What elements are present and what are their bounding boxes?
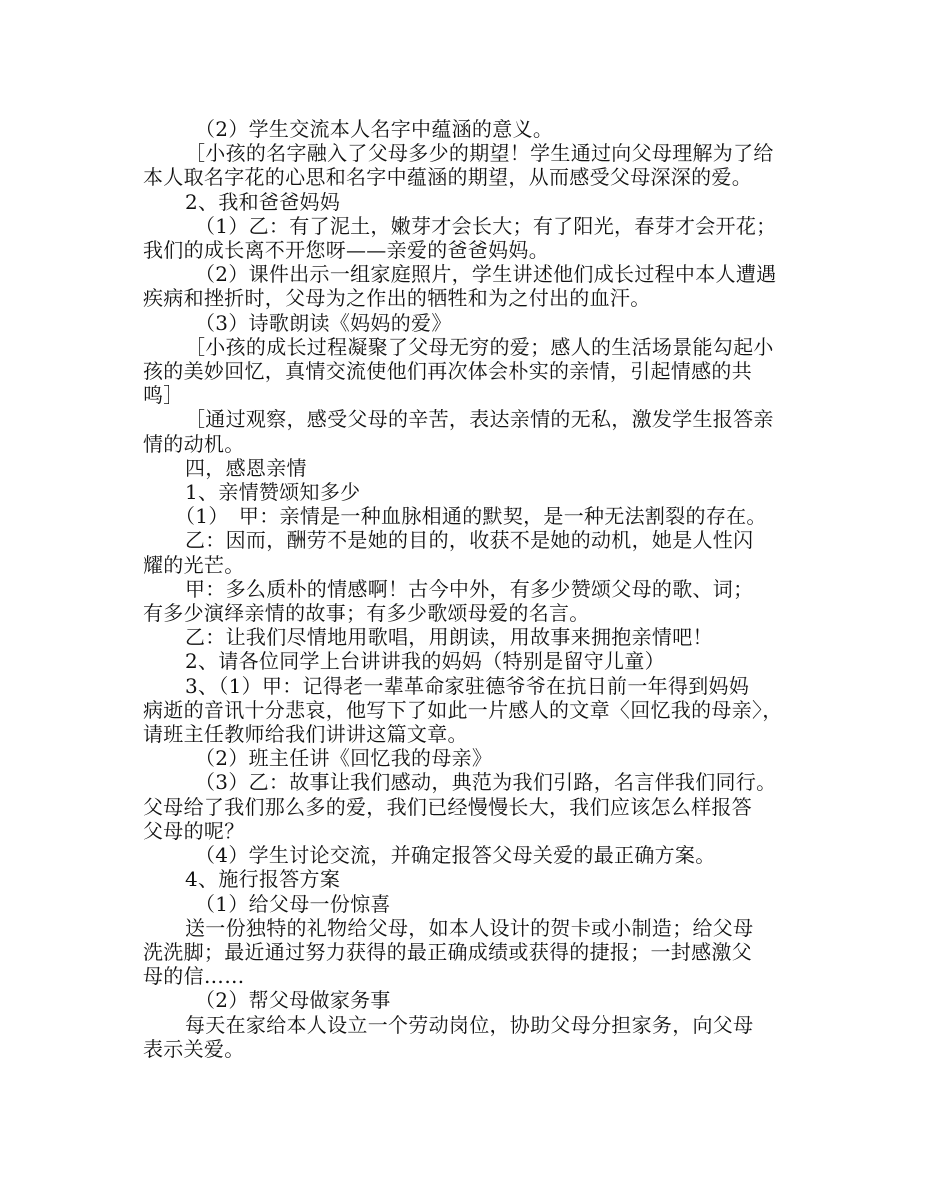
text-line: 父母的呢？ bbox=[143, 818, 245, 843]
text-line: 每天在家给本人设立一个劳动岗位，协助父母分担家务，向父母 bbox=[185, 1012, 754, 1037]
text-line: （1）给父母一份惊喜 bbox=[195, 891, 391, 916]
text-line: 乙：因而，酬劳不是她的目的，收获不是她的动机，她是人性闪 bbox=[185, 528, 754, 553]
text-line: 病逝的音讯十分悲哀，他写下了如此一片感人的文章〈回忆我的母亲〉， bbox=[143, 697, 783, 722]
text-line: （2）学生交流本人名字中蕴涵的意义。 bbox=[195, 117, 554, 141]
text-line: ［通过观察，感受父母的辛苦，表达亲情的无私，激发学生报答亲 bbox=[185, 407, 774, 432]
text-line: 请班主任教师给我们讲讲这篇文章。 bbox=[143, 722, 468, 747]
text-line: 1、亲情赞颂知多少 bbox=[185, 480, 361, 505]
text-line: （3）诗歌朗读《妈妈的爱》 bbox=[195, 310, 452, 335]
text-line: （2）班主任讲《回忆我的母亲》 bbox=[195, 746, 493, 771]
text-line: 母的信…… bbox=[143, 964, 245, 989]
text-line: 2、我和爸爸妈妈 bbox=[185, 189, 341, 214]
text-line: 洗洗脚；最近通过努力获得的最正确成绩或获得的捷报；一封感激父 bbox=[143, 939, 752, 964]
text-line: 四，感恩亲情 bbox=[185, 455, 307, 480]
text-line: 孩的美妙回忆，真情交流使他们再次体会朴实的亲情，引起情感的共 bbox=[143, 359, 752, 384]
text-line: 3、（1）甲：记得老一辈革命家驻德爷爷在抗日前一年得到妈妈 bbox=[185, 673, 750, 698]
text-line: （2）课件出示一组家庭照片，学生讲述他们成长过程中本人遭遇 bbox=[195, 262, 777, 287]
text-line: 2、请各位同学上台讲讲我的妈妈（特别是留守儿童） bbox=[185, 649, 665, 674]
text-line: 有多少演绎亲情的故事；有多少歌颂母爱的名言。 bbox=[143, 601, 590, 626]
text-line: ［小孩的成长过程凝聚了父母无穷的爱；感人的生活场景能勾起小 bbox=[185, 334, 774, 359]
text-line: （1）乙：有了泥土，嫩芽才会长大；有了阳光，春芽才会开花； bbox=[195, 213, 777, 238]
text-line: 父母给了我们那么多的爱，我们已经慢慢长大，我们应该怎么样报答 bbox=[143, 794, 752, 819]
text-line: ［小孩的名字融入了父母多少的期望！学生通过向父母理解为了给 bbox=[185, 141, 774, 166]
text-line: 我们的成长离不开您呀——亲爱的爸爸妈妈。 bbox=[143, 238, 549, 263]
text-line: 表示关爱。 bbox=[143, 1036, 245, 1061]
document-body bbox=[143, 117, 813, 1061]
text-line: （2）帮父母做家务事 bbox=[195, 988, 391, 1013]
text-line: 情的动机。 bbox=[143, 431, 245, 456]
text-line: 鸣］ bbox=[143, 383, 184, 408]
text-line: 乙：让我们尽情地用歌唱，用朗读，用故事来拥抱亲情吧！ bbox=[185, 625, 713, 650]
text-line: （1） 甲：亲情是一种血脉相通的默契，是一种无法割裂的存在。 bbox=[175, 504, 767, 529]
text-line: （3）乙：故事让我们感动，典范为我们引路，名言伴我们同行。 bbox=[195, 770, 777, 795]
text-line: 送一份独特的礼物给父母，如本人设计的贺卡或小制造；给父母 bbox=[185, 915, 754, 940]
text-line: 甲：多么质朴的情感啊！古今中外，有多少赞颂父母的歌、词； bbox=[185, 576, 754, 601]
text-line: 本人取名字花的心思和名字中蕴涵的期望，从而感受父母深深的爱。 bbox=[143, 165, 752, 190]
text-line: 疾病和挫折时，父母为之作出的牺牲和为之付出的血汗。 bbox=[143, 286, 651, 311]
text-line: 4、施行报答方案 bbox=[185, 867, 341, 892]
text-line: （4）学生讨论交流，并确定报答父母关爱的最正确方案。 bbox=[195, 843, 716, 868]
text-line: 耀的光芒。 bbox=[143, 552, 245, 577]
